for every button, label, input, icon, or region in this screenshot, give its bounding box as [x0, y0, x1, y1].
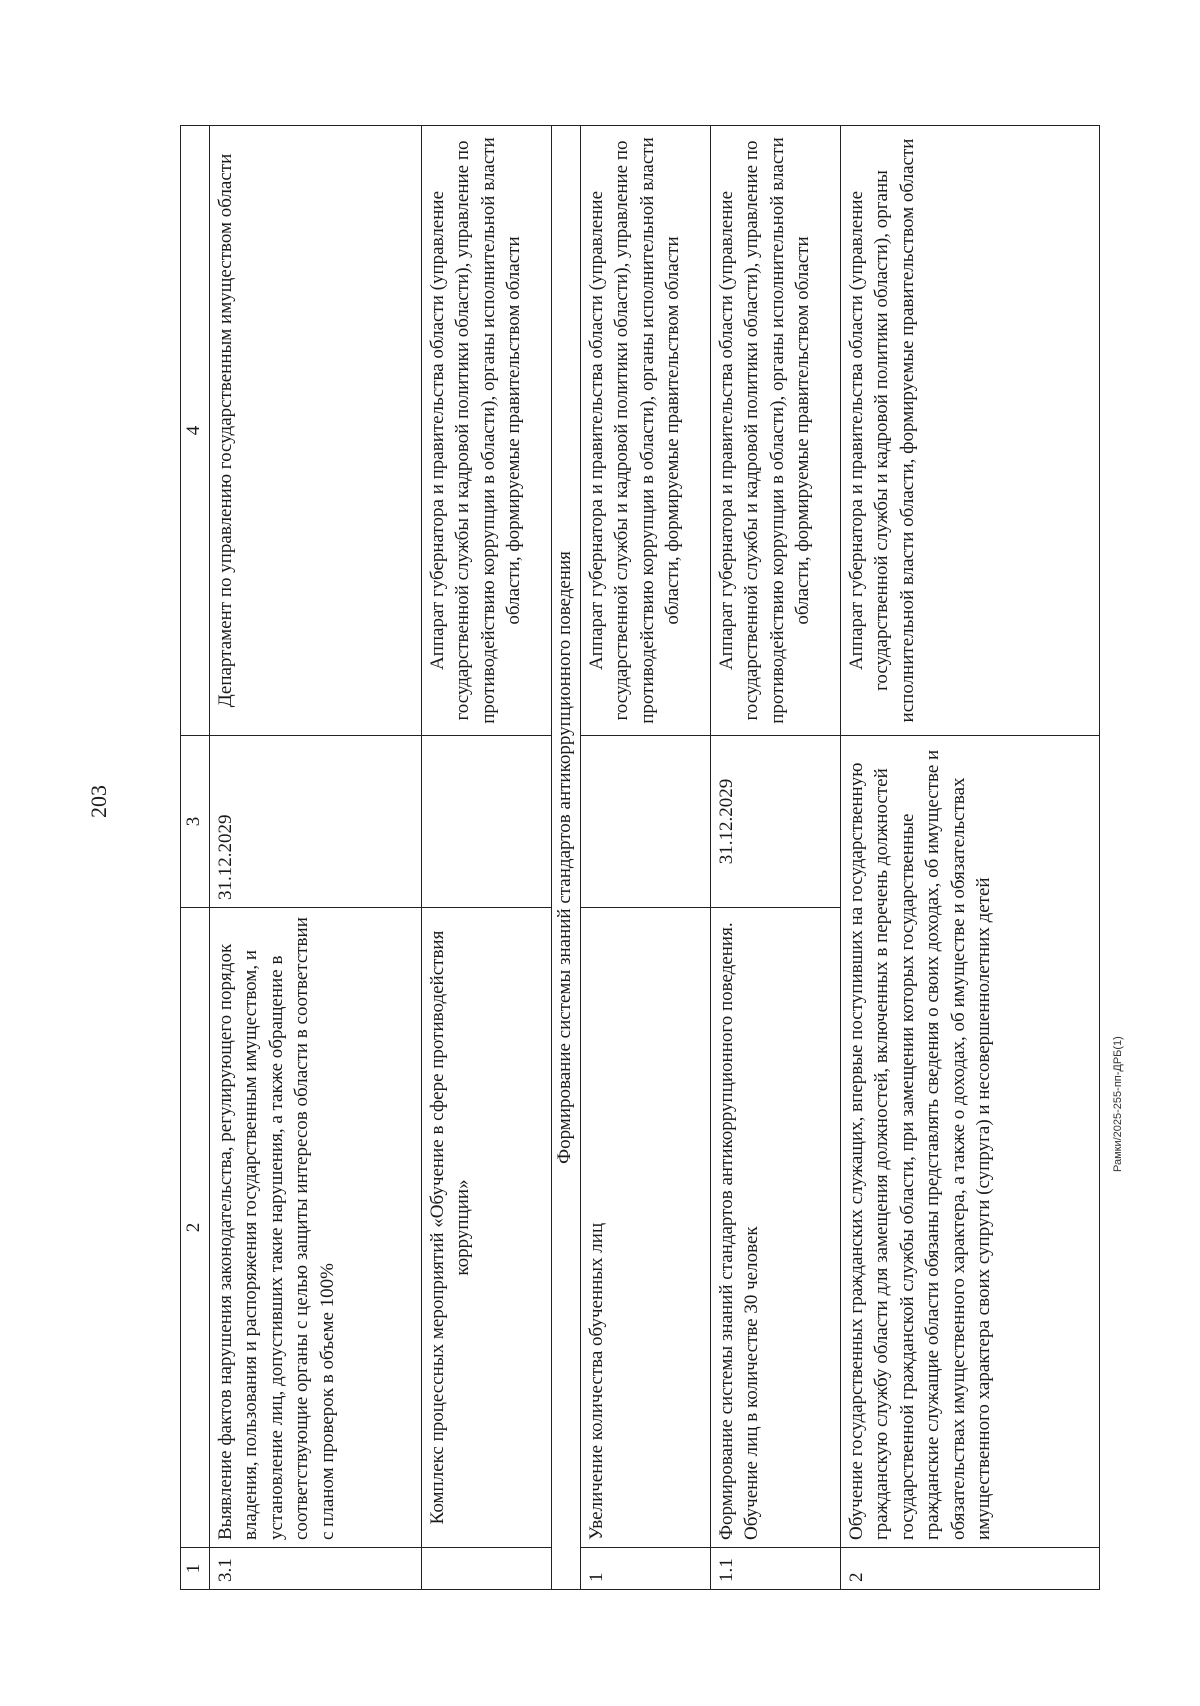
- measure-name: Выявление фактов нарушения законодательства, регулирующего порядок владения, пользования и распоряжения государственным имуществом, и установление лиц, допустивших такие нарушения, а также обращение в соответствующие органы с целью защиты интересов области в соответствии с планом проверок в объеме 100%: [210, 908, 422, 1548]
- table-header-row: [181, 126, 210, 1590]
- measure-name: Обучение государственных гражданских служащих, впервые поступивших на государственную гражданскую службу области для замещения должностей, включенных в перечень должностей государственной гражданской службы области, при замещении которых государственные гражданские служащие области обязаны представлять сведения о своих доходах, об имуществе и обязательствах имущественного характера, а также о доходах, об имуществе и обязательствах имущественного характера своих супруги (супруга) и несовершеннолетних детей: [841, 736, 1100, 1548]
- deadline-date: [581, 736, 711, 908]
- header-cell-2: 2: [181, 908, 210, 1548]
- header-cell-3: 3: [181, 736, 210, 908]
- table-row: [711, 126, 841, 1590]
- row-number: 1.1: [711, 1548, 841, 1590]
- table-row: [422, 126, 552, 1590]
- measure-name: Комплекс процессных мероприятий «Обучение в сфере противодействия коррупции»: [422, 908, 552, 1548]
- header-cell-1: 1: [181, 1548, 210, 1590]
- responsible-party: Департамент по управлению государственным имуществом области: [210, 126, 422, 736]
- table-row: [841, 126, 1100, 1590]
- responsible-party: Аппарат губернатора и правительства области (управление государственной службы и кадровой политики области), управление по противодействию коррупции в области), органы исполнительной власти области, формируемые правительством области: [422, 126, 552, 736]
- row-number: 2: [841, 1548, 1100, 1590]
- deadline-date: 31.12.2029: [711, 736, 841, 908]
- row-number: 3.1: [210, 1548, 422, 1590]
- section-header-row: [552, 126, 581, 1590]
- table-row: [581, 126, 711, 1590]
- responsible-party: Аппарат губернатора и правительства области (управление государственной службы и кадровой политики области), управление по противодействию коррупции в области), органы исполнительной власти области, формируемые правительством области: [581, 126, 711, 736]
- row-number: [422, 1548, 552, 1590]
- measures-table-container: [180, 125, 1100, 1590]
- deadline-date: [422, 736, 552, 908]
- document-code: Рамки/2025-255-пп-ДРБ(1): [1112, 1036, 1124, 1172]
- header-cell-4: 4: [181, 126, 210, 736]
- measures-table: [180, 125, 1100, 1590]
- deadline-date: 31.12.2029: [210, 736, 422, 908]
- row-number: 1: [581, 1548, 711, 1590]
- measure-name: Формирование системы знаний стандартов антикоррупционного поведения. Обучение лиц в количестве 30 человек: [711, 908, 841, 1548]
- page-number: 203: [86, 785, 111, 818]
- section-title: Формирование системы знаний стандартов антикоррупционного поведения: [552, 126, 581, 1590]
- measure-name: Увеличение количества обученных лиц: [581, 908, 711, 1548]
- responsible-party: Аппарат губернатора и правительства области (управление государственной службы и кадровой политики области), управление по противодействию коррупции в области), органы исполнительной власти области, формируемые правительством области: [711, 126, 841, 736]
- responsible-party: Аппарат губернатора и правительства области (управление государственной службы и кадровой политики области), органы исполнительной власти области, формируемые правительством области: [841, 126, 1100, 736]
- table-row: [210, 126, 422, 1590]
